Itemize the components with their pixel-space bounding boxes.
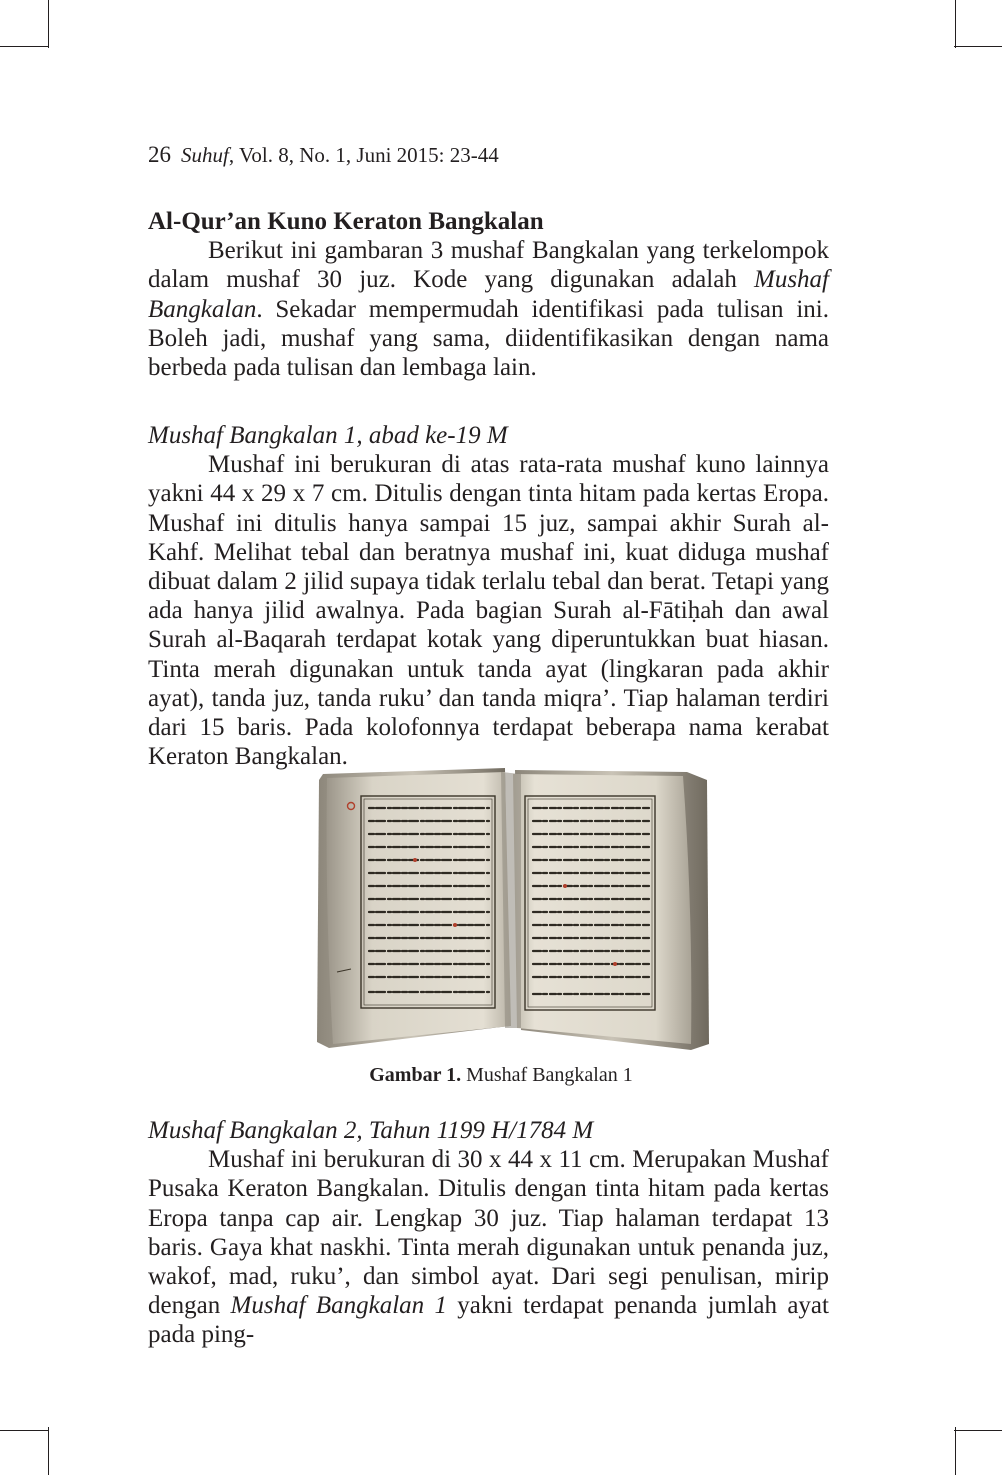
crop-mark: [0, 46, 48, 47]
caption-text: Mushaf Bangkalan 1: [461, 1064, 633, 1086]
figure-caption: [0, 1062, 1002, 1088]
paragraph-emphasis: Mushaf Bangkalan 1: [230, 1292, 447, 1320]
open-quran-manuscript-image: [315, 762, 711, 1054]
body-paragraph: [148, 236, 829, 382]
subsection-heading: Mushaf Bangkalan 2, Tahun 1199 H/1784 M: [148, 1117, 594, 1144]
paragraph-text: . Sekadar mempermudah identifikasi pada tulisan ini. Boleh jadi, mushaf yang sama, diidentifikasikan dengan nama berbeda pada tulisan dan lembaga lain.: [148, 295, 829, 382]
crop-mark: [955, 0, 956, 48]
paragraph-emphasis: Mushaf Bangkalan: [148, 266, 829, 323]
subsection-heading: Mushaf Bangkalan 1, abad ke-19 M: [148, 422, 508, 449]
paragraph-text: Mushaf ini berukuran di 30 x 44 x 11 cm. Merupakan Mushaf Pusaka Keraton Bangkalan. Ditulis dengan tinta hitam pada kertas Eropa tanpa cap air. Lengkap 30 juz. Tiap halaman terdapat 13 baris. Gaya khat naskhi. Tinta merah digunakan untuk penanda juz, wakof, mad, ruku’, dan simbol ayat. Dari segi penulisan, mirip dengan: [148, 1146, 829, 1320]
caption-label: Gambar 1.: [369, 1064, 462, 1086]
crop-mark: [48, 0, 49, 48]
journal-citation: , Vol. 8, No. 1, Juni 2015: 23-44: [228, 143, 499, 167]
crop-mark: [954, 46, 1002, 47]
crop-mark: [954, 1430, 1002, 1431]
journal-name: Suhuf: [181, 143, 229, 167]
section-heading: Al-Qur’an Kuno Keraton Bangkalan: [148, 208, 544, 235]
paragraph-text: Berikut ini gambaran 3 mushaf Bangkalan yang terkelompok dalam mushaf 30 juz. Kode yang digunakan adalah: [148, 237, 829, 294]
body-paragraph: [148, 1145, 829, 1349]
crop-mark: [0, 1430, 48, 1431]
section-mushaf-bangkalan-2: [148, 1116, 829, 1350]
manuscript-photo: [315, 762, 711, 1054]
section-keraton-bangkalan: [148, 207, 829, 382]
crop-mark: [48, 1427, 49, 1475]
crop-mark: [955, 1427, 956, 1475]
paragraph-text: yakni terdapat penanda jumlah ayat pada ping-: [148, 1292, 829, 1349]
running-head: [148, 141, 499, 169]
body-paragraph: Mushaf ini berukuran di atas rata-rata mushaf kuno lainnya yakni 44 x 29 x 7 cm. Ditulis dengan tinta hitam pada kertas Eropa. Mushaf ini ditulis hanya sampai 15 juz, sampai akhir Surah al-Kahf. Melihat tebal dan beratnya mushaf ini, kuat diduga mushaf dibuat dalam 2 jilid supaya tidak terlalu tebal dan berat. Tetapi yang ada hanya jilid awalnya. Pada bagian Surah al-Fātiḥah dan awal Surah al-Baqarah terdapat kotak yang diperuntukkan buat hiasan. Tinta merah digunakan untuk tanda ayat (lingkaran pada akhir ayat), tanda juz, tanda ruku’ dan tanda miqra’. Tiap halaman terdiri dari 15 baris. Pada kolofonnya terdapat beberapa nama kerabat Keraton Bangkalan.: [148, 451, 829, 771]
page-number: 26: [148, 142, 171, 167]
section-mushaf-bangkalan-1: [148, 421, 829, 771]
